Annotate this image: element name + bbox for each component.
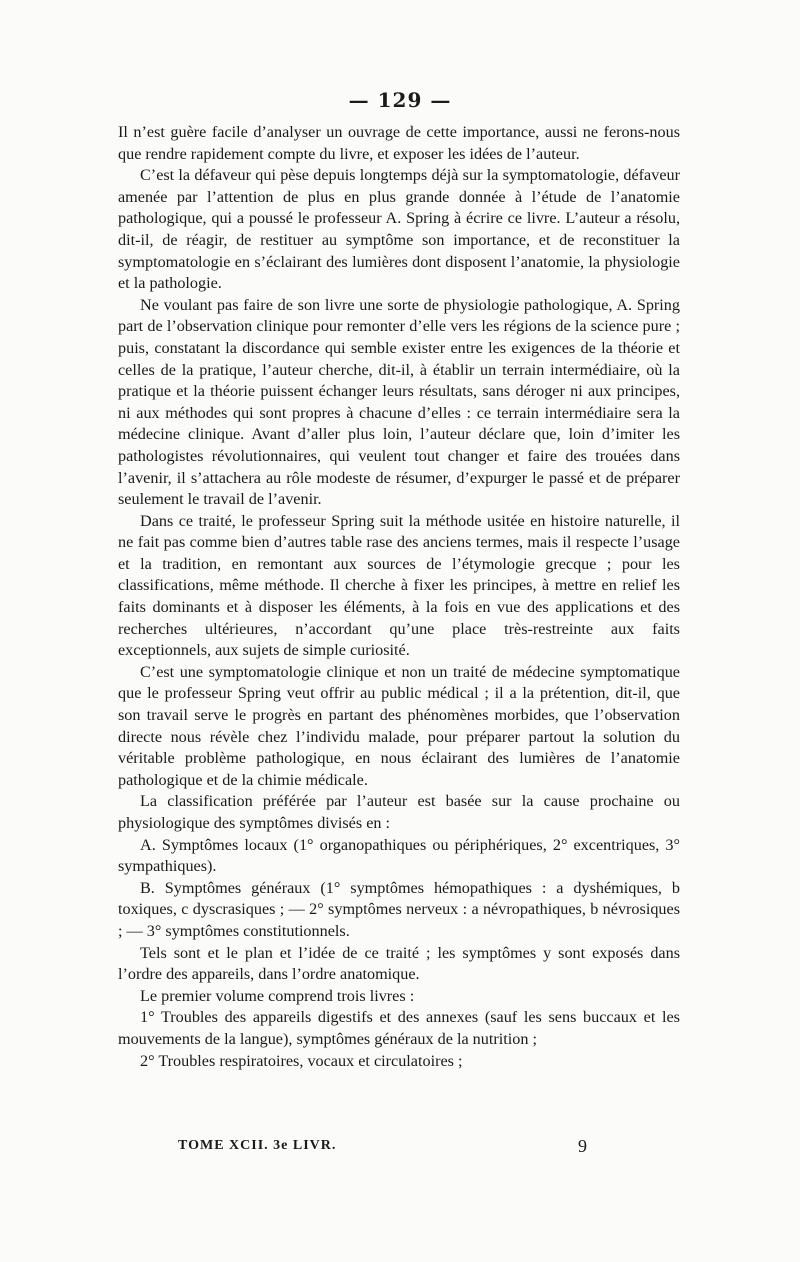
paragraph: B. Symptômes généraux (1° symptômes hémopathiques : a dyshémiques, b toxiques, c dyscrasiques ; — 2° symptômes nerveux : a névropathiques, b névrosiques ; — 3° symptômes constitutionnels. — [118, 878, 680, 940]
paragraph: Dans ce traité, le professeur Spring suit la méthode usitée en histoire naturelle, il ne fait pas comme bien d’autres table rase des anciens termes, mais il respecte l’usage et la tradition, en remontant aux sources de l’étymologie grecque ; pour les classifications, même méthode. Il cherche à fixer les principes, à mettre en relief les faits dominants et à disposer les éléments, à la fois en vue des applications et des recherches ultérieures, n’accordant qu’une place très-restreinte aux faits exceptionnels, aux sujets de simple curiosité. — [118, 511, 680, 660]
paragraph: C’est la défaveur qui pèse depuis longtemps déjà sur la symptomatologie, défaveur amenée par l’attention de plus en plus grande donnée à l’étude de l’anatomie pathologique, qui a poussé le professeur A. Spring à écrire ce livre. L’auteur a résolu, dit-il, de réagir, de restituer au symptôme son importance, et de reconstituer la symptomatologie en s’éclairant des lumières dont disposent l’anatomie, la physiologie et la pathologie. — [118, 166, 680, 293]
paragraph: La classification préférée par l’auteur est basée sur la cause prochaine ou physiologique des symptômes divisés en : — [118, 792, 680, 832]
signature-mark: 9 — [578, 1136, 588, 1156]
paragraph: Ne voulant pas faire de son livre une sorte de physiologie pathologique, A. Spring part de l’observation clinique pour remonter d’elle vers les régions de la science pure ; puis, constatant la discordance qui semble exister entre les exigences de la théorie et celles de la pratique, l’auteur cherche, dit-il, à établir un terrain intermédiaire, où la pratique et la théorie puissent échanger leurs résultats, sans déroger ni aux principes, ni aux méthodes qui sont propres à chacune d’elles : ce terrain intermédiaire sera la médecine clinique. Avant d’aller plus loin, l’auteur déclare que, loin d’imiter les pathologistes révolutionnaires, qui veulent tout changer et faire des trouées dans l’avenir, il s’attachera au rôle modeste de résumer, d’expurger le passé et de préparer seulement le travail de l’avenir. — [118, 295, 680, 509]
volume-marker: TOME XCII. 3e LIVR. — [178, 1138, 337, 1153]
paragraph: 1° Troubles des appareils digestifs et des annexes (sauf les sens buccaux et les mouvements de la langue), symptômes généraux de la nutrition ; — [118, 1008, 680, 1048]
page-footer — [178, 1138, 588, 1154]
paragraph: Le premier volume comprend trois livres : — [140, 986, 415, 1005]
paragraph: 2° Troubles respiratoires, vocaux et circulatoires ; — [140, 1051, 463, 1070]
article-body — [118, 122, 680, 1072]
paragraph: A. Symptômes locaux (1° organopathiques ou périphériques, 2° excentriques, 3° sympathiques). — [118, 835, 680, 876]
paragraph: C’est une symptomatologie clinique et non un traité de médecine symptomatique que le professeur Spring veut offrir au public médical ; il a la prétention, dit-il, que son travail serve le progrès en partant des phénomènes morbides, que l’observation directe nous révèle chez l’individu malade, pour préparer partout la solution du véritable problème pathologique, en nous éclairant des lumières de l’anatomie pathologique et de la chimie médicale. — [118, 662, 680, 789]
paragraph: Tels sont et le plan et l’idée de ce traité ; les symptômes y sont exposés dans l’ordre des appareils, dans l’ordre anatomique. — [118, 943, 680, 984]
page-number: — 129 — — [348, 88, 452, 112]
paragraph: Il n’est guère facile d’analyser un ouvrage de cette importance, aussi ne ferons-nous que rendre rapidement compte du livre, et exposer les idées de l’auteur. — [118, 123, 680, 163]
